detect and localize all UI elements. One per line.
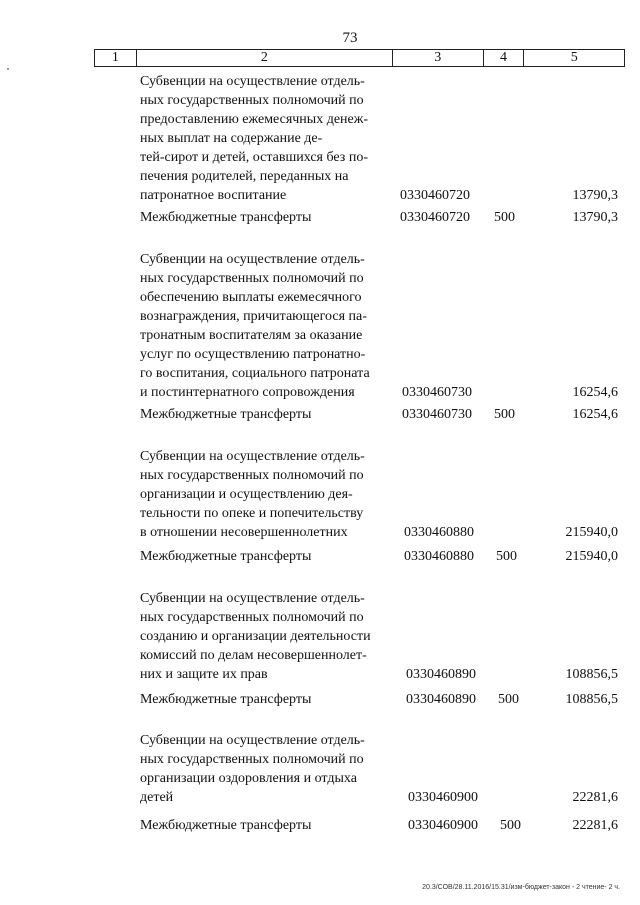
description-line: Межбюджетные трансферты (140, 818, 312, 833)
amount-value: 13790,3 (572, 188, 618, 203)
description-line: Субвенции на осуществление отдель- (140, 252, 365, 267)
description-line: Межбюджетные трансферты (140, 692, 312, 707)
target-article-code: 0330460730 (402, 385, 472, 400)
row-description (140, 816, 386, 835)
description-line: организации оздоровления и отдыха (140, 771, 357, 786)
description-line: ных государственных полномочий по (140, 468, 364, 483)
target-article-code: 0330460890 (406, 692, 476, 707)
amount-value: 108856,5 (565, 667, 618, 682)
row-description (140, 731, 386, 807)
description-line: комиссий по делам несовершеннолет- (140, 648, 367, 663)
description-line: ных государственных полномочий по (140, 610, 364, 625)
column-header-3: 3 (393, 50, 484, 66)
description-line: Субвенции на осуществление отдель- (140, 74, 365, 89)
amount-value: 13790,3 (572, 210, 618, 225)
description-line: ных государственных полномочий по (140, 93, 364, 108)
target-article-code: 0330460890 (406, 667, 476, 682)
description-line: созданию и организации деятельности (140, 629, 371, 644)
target-article-code: 0330460880 (404, 549, 474, 564)
expense-type-code: 500 (494, 210, 515, 225)
amount-value: 215940,0 (565, 549, 618, 564)
description-line: Субвенции на осуществление отдель- (140, 733, 365, 748)
description-line: услуг по осуществлению патронатно- (140, 347, 366, 362)
target-article-code: 0330460900 (408, 818, 478, 833)
row-description (140, 208, 386, 227)
target-article-code: 0330460720 (400, 210, 470, 225)
row-description (140, 589, 386, 684)
description-line: и постинтернатного сопровождения (140, 385, 355, 400)
amount-value: 16254,6 (572, 407, 618, 422)
document-footer: 20.3/СОВ/28.11.2016/15.31/изм-бюджет-закон - 2 чтение- 2 ч. (422, 884, 620, 891)
amount-value: 22281,6 (572, 818, 618, 833)
description-line: печения родителей, переданных на (140, 169, 349, 184)
target-article-code: 0330460880 (404, 525, 474, 540)
description-line: ных государственных полномочий по (140, 752, 364, 767)
description-line: Межбюджетные трансферты (140, 407, 312, 422)
row-description (140, 547, 386, 566)
description-line: вознаграждения, причитающегося па- (140, 309, 367, 324)
description-line: детей (140, 790, 174, 805)
description-line: Межбюджетные трансферты (140, 549, 312, 564)
column-header-4: 4 (484, 50, 525, 66)
target-article-code: 0330460720 (400, 188, 470, 203)
expense-type-code: 500 (500, 818, 521, 833)
description-line: ных государственных полномочий по (140, 271, 364, 286)
description-line: го воспитания, социального патроната (140, 366, 370, 381)
description-line: в отношении несовершеннолетних (140, 525, 348, 540)
description-line: тельности по опеке и попечительству (140, 506, 364, 521)
column-header-1: 1 (95, 50, 137, 66)
row-description (140, 72, 386, 205)
amount-value: 215940,0 (565, 525, 618, 540)
page-number: 73 (342, 30, 358, 46)
description-line: Субвенции на осуществление отдель- (140, 591, 365, 606)
column-header-5: 5 (570, 50, 578, 65)
expense-type-code: 500 (498, 692, 519, 707)
description-line: Субвенции на осуществление отдель- (140, 449, 365, 464)
description-line: Межбюджетные трансферты (140, 210, 312, 225)
amount-value: 108856,5 (565, 692, 618, 707)
description-line: предоставлению ежемесячных денеж- (140, 112, 369, 127)
expense-type-code: 500 (496, 549, 517, 564)
description-line: них и защите их прав (140, 667, 268, 682)
description-line: тронатным воспитателям за оказание (140, 328, 363, 343)
description-line: патронатное воспитание (140, 188, 287, 203)
row-description (140, 250, 386, 402)
description-line: тей-сирот и детей, оставшихся без по- (140, 150, 368, 165)
row-description (140, 405, 386, 424)
column-header-2: 2 (137, 50, 393, 66)
amount-value: 16254,6 (572, 385, 618, 400)
description-line: организации и осуществлению дея- (140, 487, 353, 502)
row-description (140, 447, 386, 542)
target-article-code: 0330460730 (402, 407, 472, 422)
description-line: обеспечению выплаты ежемесячного (140, 290, 362, 305)
description-line: ных выплат на содержание де- (140, 131, 323, 146)
amount-value: 22281,6 (572, 790, 618, 805)
row-description (140, 690, 386, 709)
expense-type-code: 500 (494, 407, 515, 422)
target-article-code: 0330460900 (408, 790, 478, 805)
